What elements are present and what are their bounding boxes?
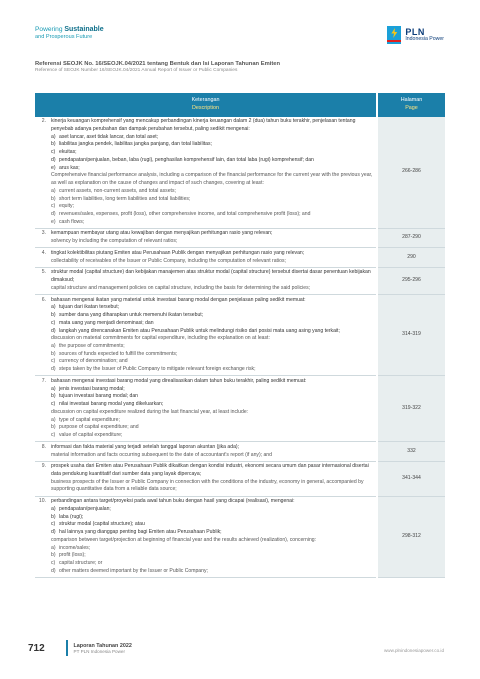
sub-item-marker: a)	[51, 187, 56, 194]
sub-item-text: tujuan dari ikatan tersebut;	[59, 304, 120, 311]
sub-item-text: type of capital expenditure;	[59, 416, 120, 423]
sub-item-marker: b)	[51, 393, 56, 400]
page-title	[35, 61, 280, 73]
description-text: business prospects of the Issuer or Public Company in connection with the conditions of the industry, economy in general, accompanied by supporting quantitative data from a reliable data source;	[51, 478, 364, 493]
description-text: discussion on capital expenditure realized during the last financial year, at least include:	[51, 408, 249, 415]
sub-item-text: income/sales;	[59, 544, 91, 551]
sub-item-text: ekuitas;	[59, 149, 77, 156]
logo-sub: Indonesia Power	[405, 35, 444, 42]
footer	[28, 640, 132, 656]
sub-item	[51, 552, 374, 560]
sub-item-text: other matters deemed important by the Issuer or Public Company;	[59, 567, 208, 574]
sub-item	[51, 514, 374, 522]
title-en: Reference of SEOJK Number 16/SEOJK.04/2021 Annual Report of Issuer or Public Companies	[35, 68, 238, 73]
header-page: Halaman Page	[377, 93, 445, 117]
table-row	[35, 228, 445, 247]
sub-item-marker: a)	[51, 385, 56, 392]
sub-item-marker: c)	[51, 149, 56, 156]
row-description	[49, 376, 377, 442]
row-number: 3.	[35, 228, 49, 247]
sub-item	[51, 506, 374, 514]
sub-item-marker: b)	[51, 350, 56, 357]
sub-item-marker: b)	[51, 424, 56, 431]
row-description	[49, 496, 377, 577]
sub-item-text: mata uang yang menjadi denominasi; dan	[59, 319, 154, 326]
pln-lightning-icon	[387, 26, 401, 44]
tagline	[35, 26, 104, 40]
description-text: kemampuan membayar utang atau kewajiban dengan menyajikan perhitungan rasio yang relevan;	[51, 230, 273, 237]
description-text: prospek usaha dari Emiten atau Perusahaan Publik dikaitkan dengan kondisi industri, ekonomi secara umum dan pasar internasional disertai data pendukung kuantitatif dari sumber data yang layak dipercaya;	[51, 463, 369, 477]
sub-item-text: equity;	[59, 203, 75, 210]
sub-item-text: cash flows;	[59, 218, 85, 225]
row-page: 314-319	[377, 295, 445, 376]
sub-item-text: tujuan investasi barang modal; dan	[59, 393, 139, 400]
sub-item-marker: d)	[51, 366, 56, 373]
table-row	[35, 117, 445, 229]
sub-item	[51, 417, 374, 425]
sub-item-marker: a)	[51, 304, 56, 311]
sub-item-marker: b)	[51, 195, 56, 202]
description-text: material information and facts occurring subsequent to the date of accountant's report (if any); and	[51, 451, 272, 458]
tagline-prefix: Powering	[35, 26, 63, 33]
table-row	[35, 248, 445, 267]
row-page: 295-296	[377, 267, 445, 294]
sub-item	[51, 149, 374, 157]
description-text: solvency by including the computation of relevant ratios;	[51, 238, 178, 245]
row-page: 290	[377, 248, 445, 267]
sub-item-text: langkah yang direncanakan Emiten atau Perusahaan Publik untuk melindungi risiko dari posisi mata uang asing yang terkait;	[59, 327, 340, 334]
row-number: 9.	[35, 461, 49, 496]
row-description	[49, 117, 377, 229]
row-page: 332	[377, 442, 445, 461]
row-page: 266-286	[377, 117, 445, 229]
sub-item-text: the purpose of commitments;	[59, 342, 125, 349]
reference-table	[35, 93, 445, 578]
tagline-bold: Sustainable	[64, 26, 104, 33]
sub-item-text: revenues/sales, expenses, profit (loss), other comprehensive income, and total comprehensive profit (loss); and	[59, 210, 311, 217]
description-text: bahasan mengenai ikatan yang material untuk investasi barang modal dengan penjelasan paling sedikit memuat:	[51, 296, 306, 303]
sub-item	[51, 165, 374, 173]
sub-item-marker: a)	[51, 416, 56, 423]
sub-item	[51, 424, 374, 432]
sub-item-text: purpose of capital expenditure; and	[59, 424, 139, 431]
row-number: 6.	[35, 295, 49, 376]
row-number: 4.	[35, 248, 49, 267]
sub-item-marker: d)	[51, 529, 56, 536]
description-text: comparison between target/projection at beginning of financial year and the results achieved (realization), concerning:	[51, 536, 317, 543]
sub-item-marker: b)	[51, 141, 56, 148]
description-text: perbandingan antara target/proyeksi pada awal tahun buku dengan hasil yang dicapai (realisasi), mengenai:	[51, 498, 295, 505]
sub-item-marker: b)	[51, 552, 56, 559]
sub-item-text: currency of denomination; and	[59, 358, 128, 365]
sub-item	[51, 211, 374, 219]
sub-item-text: value of capital expenditure;	[59, 432, 123, 439]
sub-item-text: steps taken by the Issuer of Public Company to mitigate relevant foreign exchange risk;	[59, 366, 256, 373]
sub-item	[51, 545, 374, 553]
row-number: 7.	[35, 376, 49, 442]
sub-item	[51, 134, 374, 142]
sub-item	[51, 188, 374, 196]
row-page: 319-322	[377, 376, 445, 442]
page-number: 712	[28, 642, 45, 654]
row-description	[49, 461, 377, 496]
row-number: 5.	[35, 267, 49, 294]
sub-item-marker: e)	[51, 164, 56, 171]
sub-item-marker: c)	[51, 203, 56, 210]
sub-item	[51, 320, 374, 328]
description-text: collectability of receivables of the Issuer or Public Company, including the computation of relevant ratios;	[51, 257, 286, 264]
table-row	[35, 442, 445, 461]
sub-item-marker: c)	[51, 401, 56, 408]
sub-item-marker: d)	[51, 567, 56, 574]
sub-item-marker: c)	[51, 432, 56, 439]
sub-item	[51, 219, 374, 227]
sub-item-marker: b)	[51, 513, 56, 520]
sub-item	[51, 432, 374, 440]
description-text: capital structure and management policies on capital structure, including the basis for determining the said policies;	[51, 284, 311, 291]
footer-divider	[66, 640, 68, 656]
description-text: struktur modal (capital structure) dan kebijakan manajemen atas struktur modal (capital structure) tersebut disertai dasar penentuan kebijakan dimaksud;	[51, 269, 371, 284]
row-description	[49, 295, 377, 376]
row-page: 287-290	[377, 228, 445, 247]
sub-item	[51, 568, 374, 576]
row-description	[49, 267, 377, 294]
row-number: 10.	[35, 496, 49, 577]
table-header	[35, 93, 445, 117]
sub-item-text: current assets, non-current assets, and total assets;	[59, 187, 176, 194]
sub-item	[51, 351, 374, 359]
tagline-line2: and Prosperous Future	[35, 33, 93, 40]
sub-item-marker: c)	[51, 560, 56, 567]
row-page: 341-344	[377, 461, 445, 496]
row-page: 298-312	[377, 496, 445, 577]
sub-item-marker: a)	[51, 133, 56, 140]
sub-item-text: laba (rugi);	[59, 513, 84, 520]
sub-item-text: sumber dana yang diharapkan untuk memenuhi ikatan tersebut;	[59, 312, 204, 319]
sub-item-marker: a)	[51, 342, 56, 349]
sub-item-text: pendapatan/penjualan;	[59, 505, 111, 512]
description-text: discussion on material commitments for capital expenditure, including the explanation on at least:	[51, 335, 270, 342]
sub-item	[51, 529, 374, 537]
table-row	[35, 295, 445, 376]
sub-item	[51, 393, 374, 401]
description-text: kinerja keuangan komprehensif yang mencakup perbandingan kinerja keuangan dalam 2 (dua) tahun buku terakhir, penjelasan tentang penyebab adanya perubahan dan dampak perubahan tersebut, paling sedikit mengenai:	[51, 118, 356, 132]
sub-item	[51, 203, 374, 211]
row-description	[49, 248, 377, 267]
sub-item-text: sources of funds expected to fulfill the commitments;	[59, 350, 178, 357]
pln-logo	[387, 26, 444, 44]
sub-item-text: short term liabilities, long term liabilities and total liabilities;	[59, 195, 191, 202]
description-text: Comprehensive financial performance analysis, including a comparison of the financial performance for the current year with the previous year, as well as explanation on the cause of changes and impact of such changes, covering at least:	[51, 172, 373, 187]
header-description: Keterangan Description	[35, 93, 377, 117]
sub-item-text: jenis investasi barang modal;	[59, 385, 125, 392]
description-text: informasi dan fakta material yang terjadi setelah tanggal laporan akuntan (jika ada);	[51, 443, 240, 450]
sub-item-marker: c)	[51, 358, 56, 365]
sub-item-text: capital structure; or	[59, 560, 103, 567]
table-row	[35, 461, 445, 496]
description-text: tingkat kolektibilitas piutang Emiten atau Perusahaan Publik dengan menyajikan perhitungan rasio yang relevan;	[51, 249, 305, 256]
sub-item	[51, 358, 374, 366]
logo-name: PLN	[405, 26, 425, 37]
row-number: 2.	[35, 117, 49, 229]
sub-item	[51, 401, 374, 409]
sub-item-text: nilai investasi barang modal yang dikeluarkan;	[59, 401, 164, 408]
description-text: bahasan mengenai investasi barang modal yang direalisasikan dalam tahun buku terakhir, paling sedikit memuat:	[51, 377, 307, 384]
sub-item-marker: e)	[51, 218, 56, 225]
report-title: Laporan Tahunan 2022	[73, 642, 132, 649]
sub-item	[51, 560, 374, 568]
table-row	[35, 496, 445, 577]
sub-item-marker: c)	[51, 319, 56, 326]
sub-item-text: aset lancar, aset tidak lancar, dan total aset;	[59, 133, 159, 140]
table-row	[35, 376, 445, 442]
sub-item-marker: d)	[51, 156, 56, 163]
row-description	[49, 442, 377, 461]
sub-item	[51, 328, 374, 336]
row-description	[49, 228, 377, 247]
sub-item-marker: d)	[51, 327, 56, 334]
sub-item	[51, 366, 374, 374]
sub-item-text: pendapatan/penjualan, beban, laba (rugi), penghasilan komprehensif lain, dan total laba (rugi) komprehensif; dan	[59, 156, 314, 163]
sub-item-text: hal lainnya yang dianggap penting bagi Emiten atau Perusahaan Publik;	[59, 529, 222, 536]
sub-item	[51, 141, 374, 149]
table-row	[35, 267, 445, 294]
sub-item-marker: c)	[51, 521, 56, 528]
sub-item-marker: b)	[51, 312, 56, 319]
report-sub: PT PLN Indonesia Power	[73, 648, 125, 654]
sub-item-text: liabilitas jangka pendek, liabilitas jangka panjang, dan total liabilitas;	[59, 141, 212, 148]
sub-item-text: arus kas;	[59, 164, 80, 171]
sub-item-marker: d)	[51, 210, 56, 217]
sub-item	[51, 521, 374, 529]
website-url: www.plnindonesiapower.co.id	[383, 648, 444, 653]
sub-item	[51, 343, 374, 351]
sub-item-marker: a)	[51, 544, 56, 551]
sub-item-text: profit (loss);	[59, 552, 86, 559]
sub-item	[51, 196, 374, 204]
sub-item	[51, 312, 374, 320]
sub-item	[51, 304, 374, 312]
title-id: Referensi SEOJK No. 16/SEOJK.04/2021 tentang Bentuk dan Isi Laporan Tahunan Emiten	[35, 61, 281, 67]
row-number: 8.	[35, 442, 49, 461]
sub-item	[51, 386, 374, 394]
sub-item-marker: a)	[51, 505, 56, 512]
sub-item	[51, 157, 374, 165]
sub-item-text: struktur modal (capital structure); atau	[59, 521, 145, 528]
